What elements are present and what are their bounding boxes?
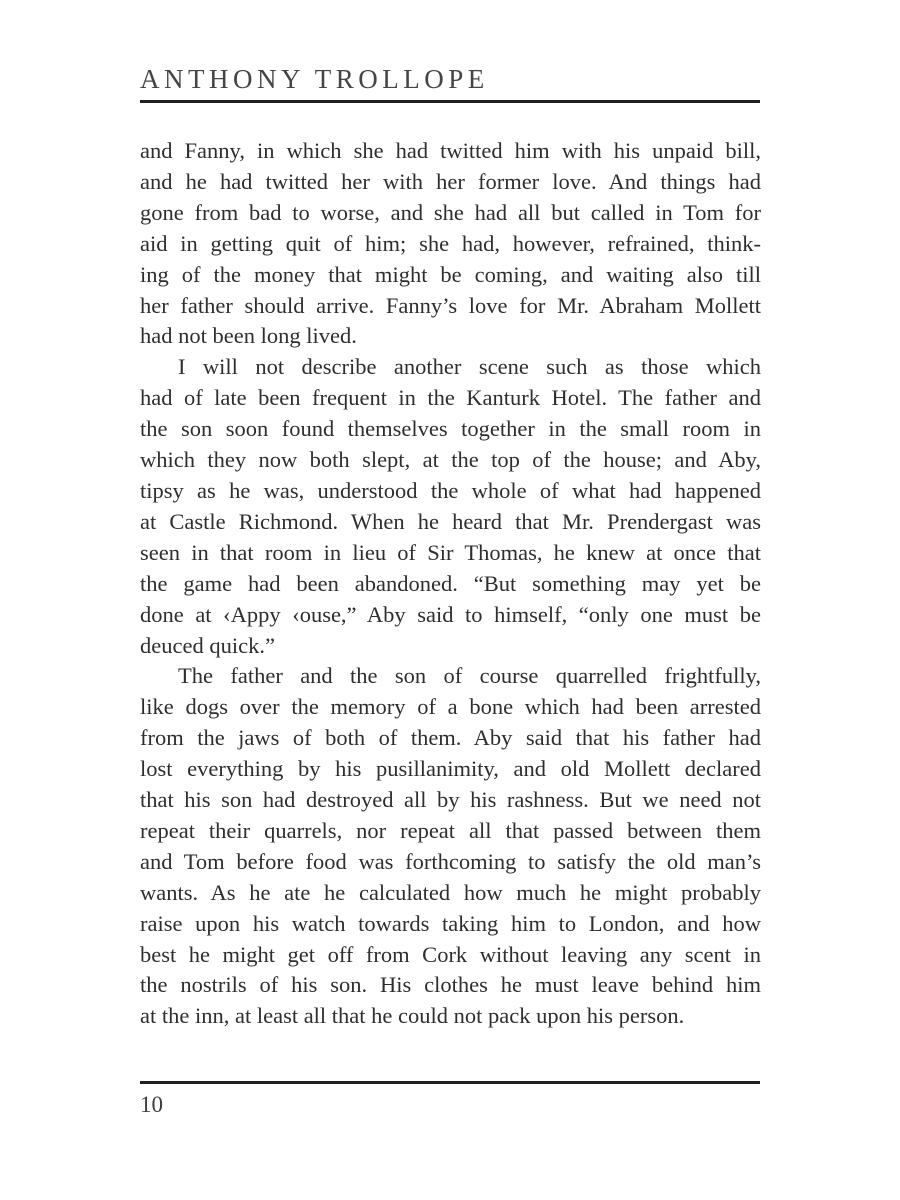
text-line: that his son had destroyed all by his rashness. But we need not [140,787,761,813]
text-line: from the jaws of both of them. Aby said that his father had [140,725,761,751]
text-line: at the inn, at least all that he could not pack upon his person. [140,1003,685,1029]
text-line: ing of the money that might be coming, and waiting also till [140,261,761,287]
text-line: the son soon found themselves together in the small room in [140,416,761,442]
paragraph [140,661,761,1032]
text-line: and Fanny, in which she had twitted him with his unpaid bill, [140,138,761,163]
text-line: wants. As he ate he calculated how much he might probably [140,879,761,905]
running-header-author: ANTHONY TROLLOPE [140,64,489,94]
text-line: had of late been frequent in the Kanturk Hotel. The father and [140,385,761,411]
text-line: which they now both slept, at the top of the house; and Aby, [140,447,761,473]
text-line: deuced quick.” [140,632,275,658]
text-line: lost everything by his pusillanimity, and old Mollett declared [140,756,761,782]
text-line: I will not describe another scene such as those which [178,354,761,380]
text-line: repeat their quarrels, nor repeat all that passed between them [140,817,761,843]
text-line: and he had twitted her with her former love. And things had [140,168,761,194]
paragraph [140,352,761,661]
text-line: the game had been abandoned. “But something may yet be [140,570,761,596]
text-line: the nostrils of his son. His clothes he must leave behind him [140,972,761,998]
text-line: The father and the son of course quarrelled frightfully, [178,663,761,689]
text-line: gone from bad to worse, and she had all but called in Tom for [140,199,761,225]
header-rule [140,100,760,103]
text-line: her father should arrive. Fanny’s love for Mr. Abraham Mollett [140,292,761,318]
text-line: best he might get off from Cork without leaving any scent in [140,941,761,967]
text-line: and Tom before food was forthcoming to satisfy the old man’s [140,848,761,874]
paragraph [140,136,761,352]
text-line: seen in that room in lieu of Sir Thomas, he knew at once that [140,539,761,565]
text-line: had not been long lived. [140,323,357,349]
text-line: tipsy as he was, understood the whole of what had happened [140,477,761,503]
text-line: like dogs over the memory of a bone which had been arrested [140,694,761,720]
text-line: aid in getting quit of him; she had, however, refrained, think- [140,230,761,256]
footer-rule [140,1081,760,1084]
page-number: 10 [140,1092,163,1117]
body-text [140,136,761,1032]
text-line: done at ‹Appy ‹ouse,” Aby said to himself, “only one must be [140,601,761,627]
text-line: raise upon his watch towards taking him to London, and how [140,910,761,936]
text-line: at Castle Richmond. When he heard that Mr. Prendergast was [140,508,761,534]
